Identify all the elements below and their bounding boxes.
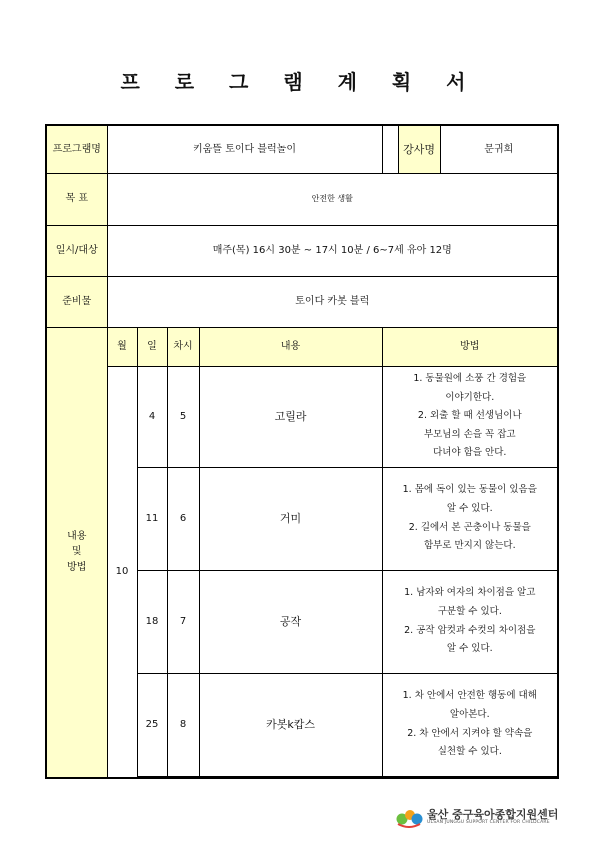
row-day: 18 [137,570,167,673]
content-method-label [46,327,107,778]
method-line: 알 수 있다. [446,643,493,655]
instructor-value: 문귀희 [440,125,558,173]
materials-label: 준비물 [46,276,107,327]
method-line: 2. 길에서 본 곤충이나 동물을 [408,521,531,533]
row-method [382,570,558,673]
row-day: 4 [137,366,167,467]
row-session: 5 [167,366,199,467]
row-session: 8 [167,673,199,776]
method-line: 2. 차 안에서 지켜야 할 약속을 [407,727,533,739]
schedule-label: 일시/대상 [46,225,107,276]
row-day: 25 [137,673,167,776]
materials-value: 토이다 카봇 블럭 [107,276,558,327]
method-line: 2. 공작 암컷과 수컷의 차이점을 [404,624,536,636]
content-label-line1: 내용 [67,530,87,542]
program-name-label: 프로그램명 [46,125,107,173]
content-label-line3: 방법 [67,561,87,573]
row-method [382,467,558,570]
method-line: 다녀야 함을 안다. [433,447,507,459]
document-title: 프 로 그 램 계 획 서 [120,70,480,94]
content-label-line2: 및 [71,546,82,558]
row-session: 7 [167,570,199,673]
instructor-label: 강사명 [398,125,440,173]
month-cell: 10 [107,366,137,778]
header-month: 월 [107,327,137,366]
method-line: 2. 외출 할 때 선생님이나 [417,410,522,422]
goal-label: 목 표 [46,173,107,225]
header-day: 일 [137,327,167,366]
row-day: 11 [137,467,167,570]
row-content: 거미 [199,467,382,570]
program-name-value: 키움뜰 토이다 블럭놀이 [107,125,382,173]
goal-value: 안전한 생활 [107,173,558,225]
method-line: 알아본다. [449,708,490,720]
center-logo-text: 울산 중구육아종합지원센터 [427,808,559,821]
method-line: 부모님의 손을 꼭 잡고 [423,428,516,440]
method-line: 1. 차 안에서 안전한 행동에 대해 [402,690,537,702]
center-logo [395,804,565,830]
center-logo-icon [395,806,423,828]
row-method [382,366,558,467]
method-line: 1. 남자와 여자의 차이점을 알고 [404,587,536,599]
row-content: 카봇k캅스 [199,673,382,776]
method-line: 함부로 만지지 않는다. [423,540,516,552]
center-logo-subtext: ULSAN JUNGGU SUPPORT CENTER FOR CHILDCARE [427,820,550,825]
header-method: 방법 [382,327,558,366]
header-content: 내용 [199,327,382,366]
method-line: 1. 동물원에 소풍 간 경험을 [413,373,527,385]
schedule-value: 매주(목) 16시 30분 ~ 17시 10분 / 6~7세 유아 12명 [107,225,558,276]
method-line: 실천할 수 있다. [437,746,502,758]
method-line: 알 수 있다. [446,502,493,514]
header-session: 차시 [167,327,199,366]
row-content: 고릴라 [199,366,382,467]
method-line: 1. 몸에 독이 있는 동물이 있음을 [402,484,537,496]
program-plan-table [45,124,559,779]
method-line: 이야기한다. [445,391,495,403]
method-line: 구분할 수 있다. [437,605,502,617]
row-method [382,673,558,776]
row-content: 공작 [199,570,382,673]
row-session: 6 [167,467,199,570]
